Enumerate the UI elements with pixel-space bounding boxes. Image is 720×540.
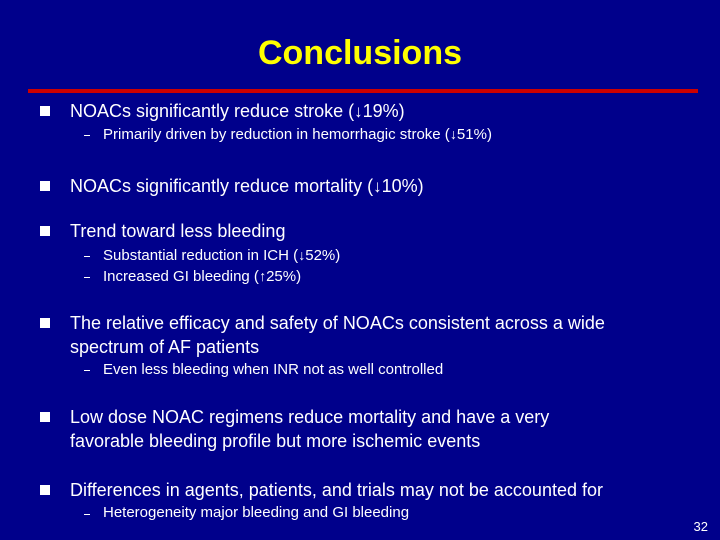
bullet-2-value: 10%) [381,176,424,196]
bullet-6 [70,478,690,502]
dash-bullet-icon [84,135,90,136]
bullet-5 [70,405,690,453]
sub-bullet-3 [103,267,693,287]
bullet-4-line-2: spectrum of AF patients [70,337,260,357]
bullet-4 [70,311,690,359]
dash-bullet-icon [84,277,90,278]
bullet-5-line-2: favorable bleeding profile but more ischemic events [70,431,481,451]
bullet-1 [70,99,690,124]
sub-bullet-4 [103,360,693,380]
sub-bullet-4-text: Even less bleeding when INR not as well controlled [103,361,444,378]
sub-bullet-1 [103,125,693,145]
sub-bullet-2-text: Substantial reduction in ICH ( [103,247,299,264]
square-bullet-icon [40,485,50,495]
square-bullet-icon [40,318,50,328]
dash-bullet-icon [84,256,90,257]
down-arrow-icon: ↓ [354,102,363,121]
up-arrow-icon: ↑ [258,269,267,285]
sub-bullet-3-text: Increased GI bleeding ( [103,268,259,285]
square-bullet-icon [40,412,50,422]
slide-number: 32 [693,519,708,534]
slide-title: Conclusions [257,34,463,72]
bullet-6-text: Differences in agents, patients, and trials may not be accounted for [70,480,603,500]
bullet-4-line-1: The relative efficacy and safety of NOACs consistent across a wide [70,313,605,333]
square-bullet-icon [40,226,50,236]
title-underline [28,89,698,93]
dash-bullet-icon [84,370,90,371]
bullet-2 [70,174,690,199]
dash-bullet-icon [84,514,90,515]
sub-bullet-3-value: 25%) [266,268,302,285]
down-arrow-icon: ↓ [298,248,306,264]
sub-bullet-1-value: 51%) [456,126,492,143]
bullet-3 [70,219,690,243]
bullet-1-value: 19%) [362,101,405,121]
bullet-5-line-1: Low dose NOAC regimens reduce mortality and have a very [70,407,550,427]
down-arrow-icon: ↓ [449,127,457,143]
down-arrow-icon: ↓ [373,177,382,196]
bullet-3-text: Trend toward less bleeding [70,221,286,241]
bullet-1-text: NOACs significantly reduce stroke ( [70,101,355,121]
sub-bullet-2-value: 52%) [305,247,341,264]
square-bullet-icon [40,181,50,191]
sub-bullet-5 [103,503,693,523]
bullet-2-text: NOACs significantly reduce mortality ( [70,176,374,196]
square-bullet-icon [40,106,50,116]
sub-bullet-2 [103,246,693,266]
sub-bullet-1-text: Primarily driven by reduction in hemorrhagic stroke ( [103,126,450,143]
sub-bullet-5-text: Heterogeneity major bleeding and GI bleeding [103,504,410,521]
